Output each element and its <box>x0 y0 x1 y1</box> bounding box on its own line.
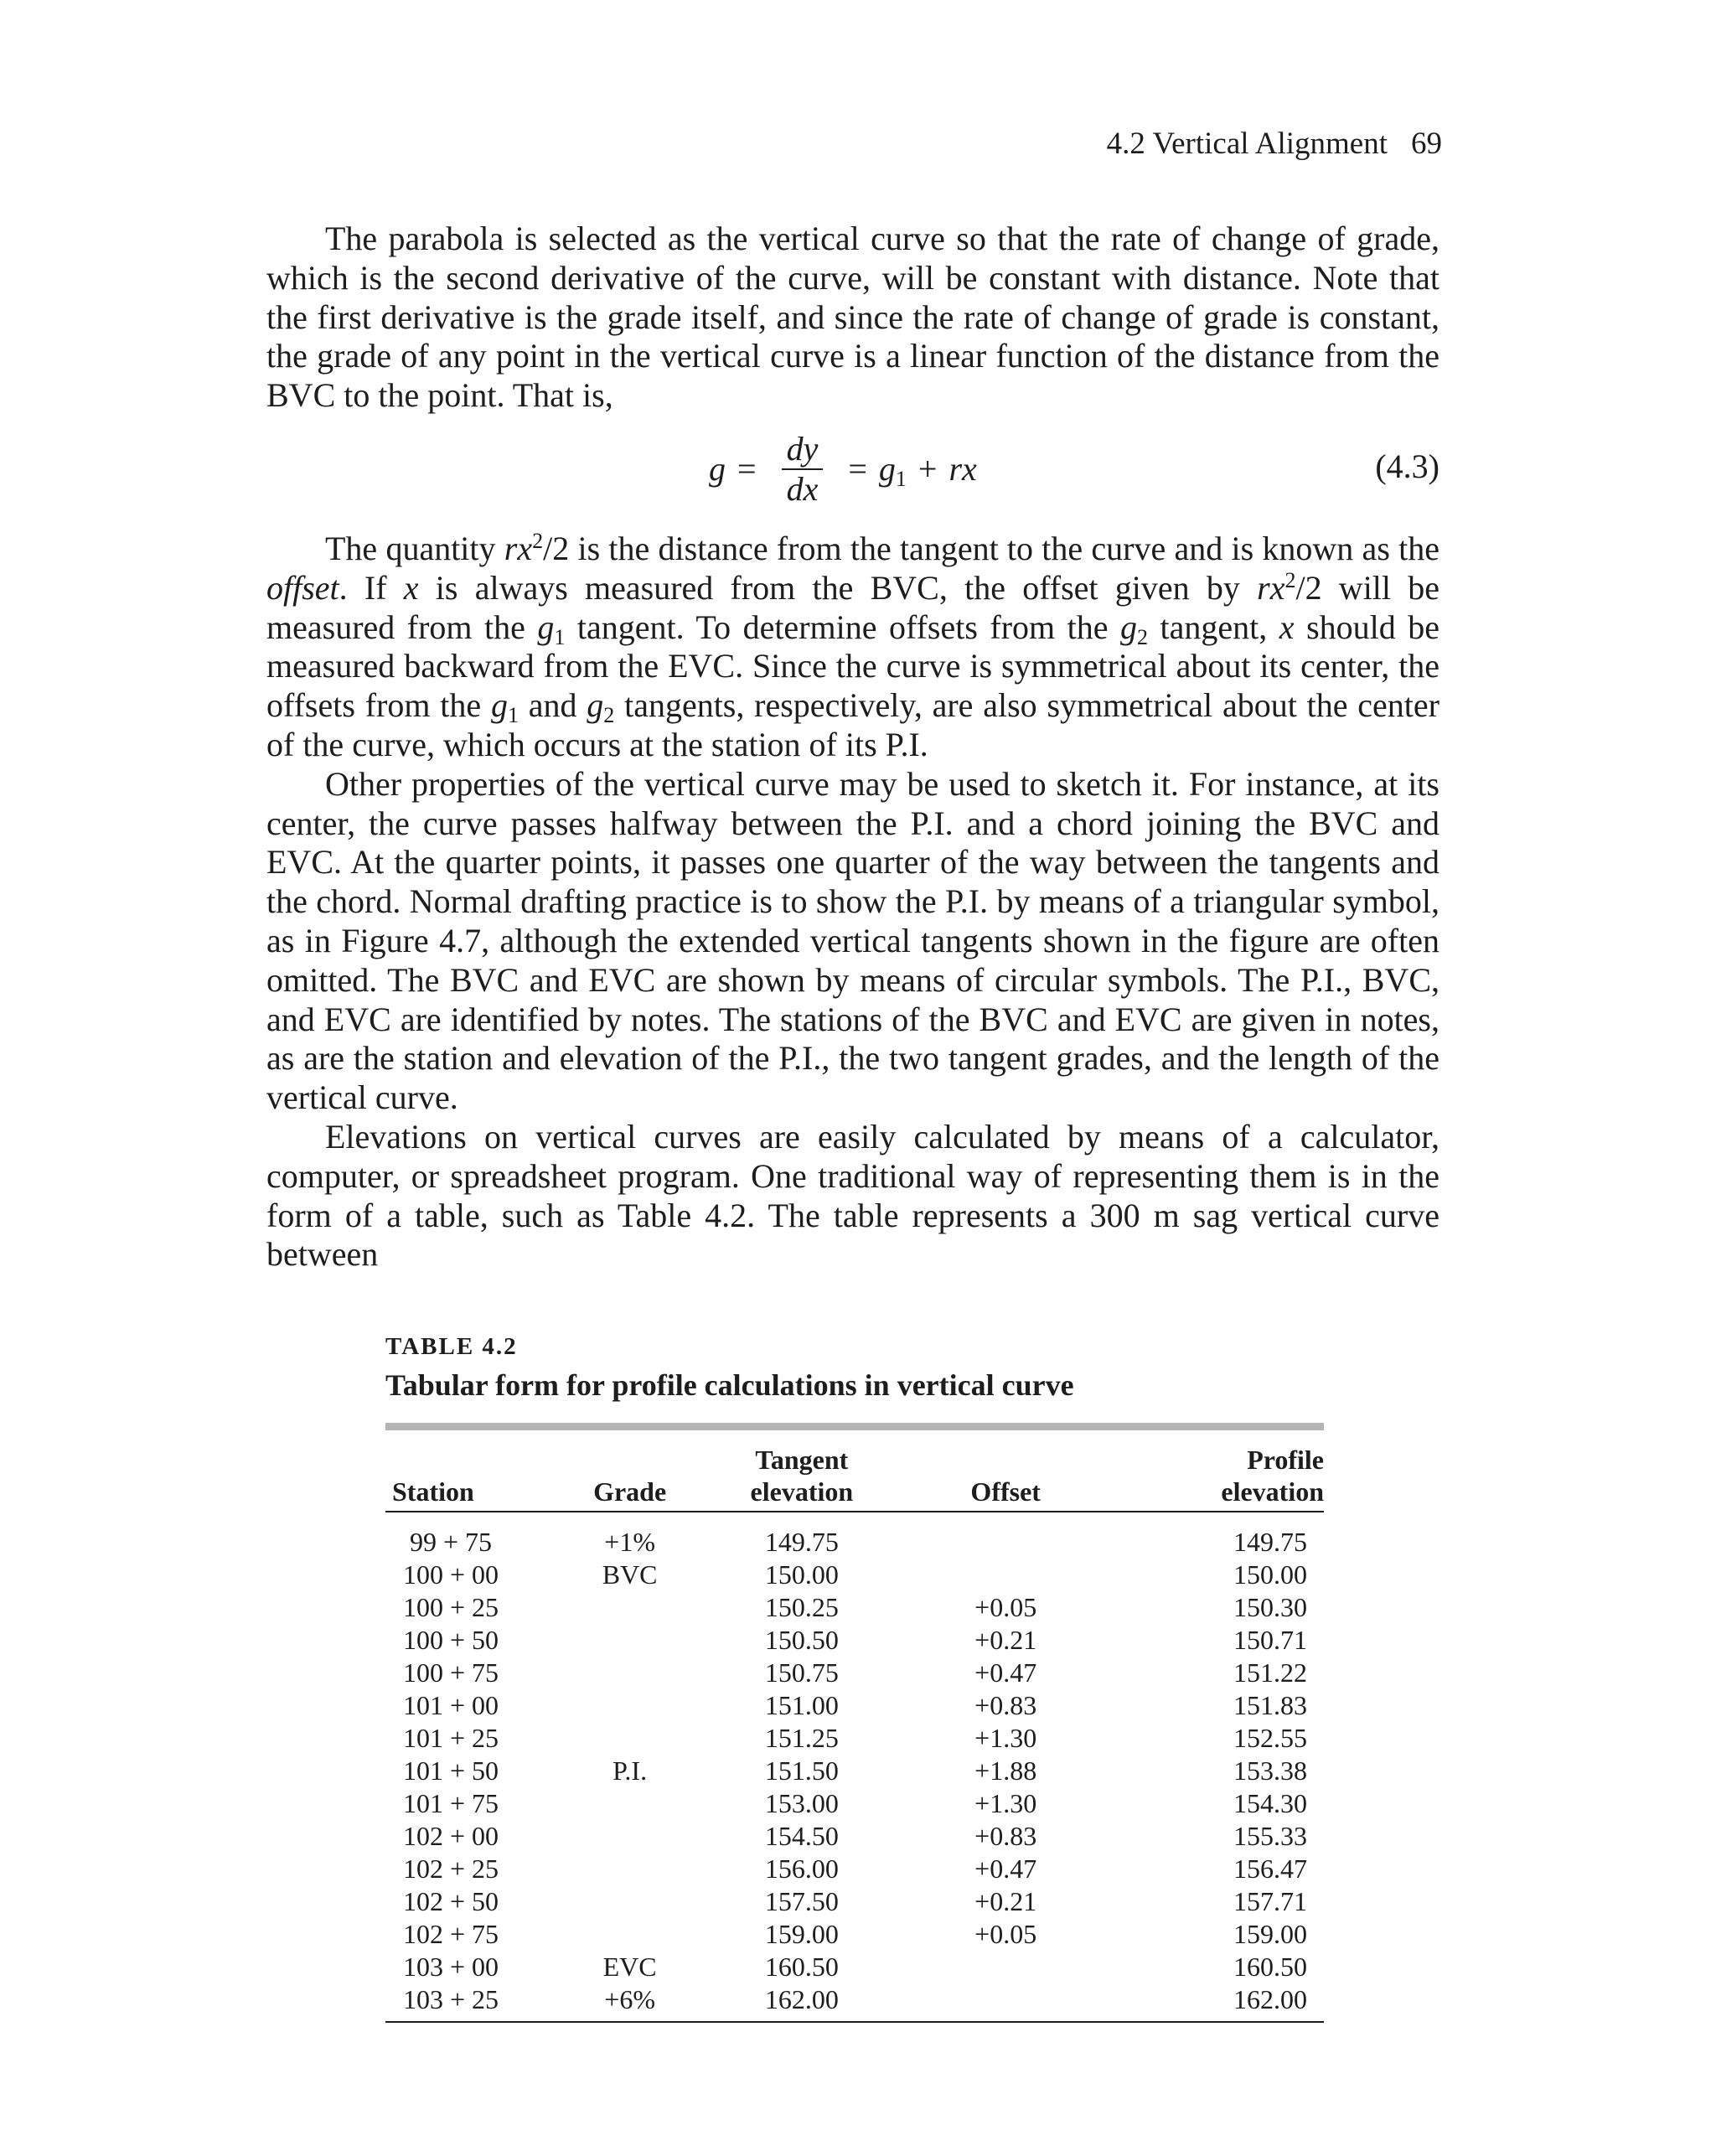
cell-grade <box>516 1624 743 1657</box>
cell-profile: 151.22 <box>1233 1657 1307 1688</box>
cell-tangent: 151.00 <box>764 1690 839 1720</box>
cell-station: 103 + 25 <box>385 1983 516 2022</box>
eq-denominator: dx <box>782 468 824 509</box>
eq-g1 <box>879 450 907 489</box>
cell-offset: +0.21 <box>974 1625 1037 1655</box>
cell-grade <box>516 1657 743 1689</box>
cell-grade <box>516 1689 743 1722</box>
cell-tangent: 154.50 <box>764 1821 839 1851</box>
cell-offset: +1.30 <box>974 1788 1037 1818</box>
cell-profile: 155.33 <box>1233 1821 1307 1851</box>
cell-tangent: 150.25 <box>764 1592 839 1622</box>
table-row <box>385 1624 1324 1657</box>
cell-station: 102 + 50 <box>402 1886 499 1916</box>
header-station: Station <box>385 1430 516 1512</box>
cell-offset: +0.21 <box>974 1886 1037 1916</box>
table-header-row <box>385 1430 1324 1512</box>
table-row <box>385 1591 1324 1624</box>
cell-offset <box>860 1951 1150 1983</box>
cell-tangent: 150.00 <box>764 1559 839 1590</box>
cell-profile: 153.38 <box>1233 1755 1307 1786</box>
cell-profile: 159.00 <box>1233 1919 1307 1949</box>
cell-station: 100 + 00 <box>402 1559 499 1590</box>
cell-grade <box>516 1820 743 1853</box>
eq-fraction <box>782 430 824 509</box>
cell-offset: +0.47 <box>974 1657 1037 1688</box>
cell-grade: +6% <box>516 1983 743 2022</box>
cell-offset: +0.83 <box>974 1690 1037 1720</box>
cell-station: 101 + 25 <box>402 1723 499 1753</box>
cell-tangent: 153.00 <box>764 1788 839 1818</box>
table-row <box>385 1918 1324 1951</box>
cell-tangent: 151.50 <box>764 1755 839 1786</box>
cell-tangent: 156.00 <box>764 1854 839 1884</box>
cell-tangent: 150.50 <box>764 1625 839 1655</box>
table-row <box>385 1689 1324 1722</box>
table-row <box>385 1722 1324 1755</box>
cell-grade <box>516 1787 743 1820</box>
cell-grade <box>516 1853 743 1885</box>
cell-station: 101 + 50 <box>402 1755 499 1786</box>
cell-offset: +0.47 <box>974 1854 1037 1884</box>
cell-station: 103 + 00 <box>402 1952 499 1982</box>
cell-grade: BVC <box>602 1559 658 1590</box>
cell-profile: 154.30 <box>1233 1788 1307 1818</box>
cell-profile: 162.00 <box>1151 1983 1324 2022</box>
cell-station: 100 + 25 <box>402 1592 499 1622</box>
cell-profile: 151.83 <box>1233 1690 1307 1720</box>
cell-offset: +0.83 <box>974 1821 1037 1851</box>
table-row <box>385 1853 1324 1885</box>
table-4-2 <box>385 1332 1324 2023</box>
cell-tangent: 159.00 <box>764 1919 839 1949</box>
table-row <box>385 1983 1324 2022</box>
eq-g: g <box>878 449 896 488</box>
cell-station: 100 + 50 <box>402 1625 499 1655</box>
cell-tangent: 162.00 <box>743 1983 860 2022</box>
eq-rx: rx <box>948 449 977 488</box>
cell-tangent: 151.25 <box>764 1723 839 1753</box>
cell-grade <box>516 1591 743 1624</box>
cell-offset <box>860 1559 1150 1591</box>
cell-offset <box>860 1983 1150 2022</box>
cell-grade <box>516 1722 743 1755</box>
table-body <box>385 1512 1324 2022</box>
cell-grade <box>516 1885 743 1918</box>
paragraph-1: The parabola is selected as the vertical curve so that the rate of change of grade, which is the second derivative of the curve, will be constant with distance. Note that the first derivative is the grade itself, and since the rate of change of grade is constant, the grade of any point in the vertical curve is a linear function of the distance from the BVC to the point. That is, <box>266 220 1439 415</box>
cell-station: 102 + 75 <box>402 1919 499 1949</box>
body-text <box>266 220 1439 1274</box>
cell-profile: 149.75 <box>1233 1527 1307 1557</box>
cell-profile: 150.71 <box>1233 1625 1307 1655</box>
cell-grade <box>516 1918 743 1951</box>
cell-offset: +0.05 <box>974 1919 1037 1949</box>
equation-number: (4.3) <box>1375 447 1439 485</box>
table-row <box>385 1787 1324 1820</box>
eq-g-sub: 1 <box>895 466 907 491</box>
cell-grade: +1% <box>604 1527 655 1557</box>
cell-tangent: 149.75 <box>764 1527 839 1557</box>
paragraph-2: The quantity $rx^2/2$ is the distance from the tangent to the curve and is known as the offset. If x is always measured from the BVC, the offset given by $rx^2/2$ will be measured from the $g_1$ tangent. To determine offsets from the $g_2$ tangent, x should be measured backward from the EVC. Since the curve is symmetrical about its center, the offsets from the $g_1$ and $g_2$ tangents, respectively, are also symmetrical about the center of the curve, which occurs at the station of its P.I. <box>266 528 1440 763</box>
table-row <box>385 1885 1324 1918</box>
eq-equals-2: = <box>848 449 867 488</box>
paragraph-3: Other properties of the vertical curve may be used to sketch it. For instance, at its center, the curve passes halfway between the P.I. and a chord joining the BVC and EVC. At the quarter points, it passes one quarter of the way between the tangents and the chord. Normal drafting practice is to show the P.I. by means of a triangular symbol, as in Figure 4.7, although the extended vertical tangents shown in the figure are often omitted. The BVC and EVC are shown by means of circular symbols. The P.I., BVC, and EVC are identified by notes. The stations of the BVC and EVC are given in notes, as are the station and elevation of the P.I., the two tangent grades, and the length of the vertical curve. <box>266 764 1439 1117</box>
table-row <box>385 1657 1324 1689</box>
profile-table <box>385 1430 1324 2023</box>
cell-offset: +1.88 <box>974 1755 1037 1786</box>
header-offset: Offset <box>860 1430 1150 1512</box>
cell-station: 102 + 25 <box>402 1854 499 1884</box>
cell-tangent: 160.50 <box>764 1952 839 1982</box>
cell-profile: 150.30 <box>1233 1592 1307 1622</box>
equation-expression <box>709 427 977 511</box>
cell-offset <box>860 1512 1150 1559</box>
table-row <box>385 1755 1324 1787</box>
cell-station: 102 + 00 <box>402 1821 499 1851</box>
table-top-rule <box>385 1423 1324 1430</box>
header-grade: Grade <box>516 1430 743 1512</box>
cell-offset: +0.05 <box>974 1592 1037 1622</box>
header-profile-elevation: Profile elevation <box>1151 1430 1324 1512</box>
equation-4-3 <box>266 416 1439 530</box>
cell-profile: 160.50 <box>1233 1952 1307 1982</box>
cell-station: 100 + 75 <box>402 1657 499 1688</box>
table-label: TABLE 4.2 <box>385 1333 518 1360</box>
cell-profile: 157.71 <box>1233 1886 1307 1916</box>
page-number: 69 <box>1411 127 1442 161</box>
cell-grade: P.I. <box>612 1755 648 1786</box>
eq-equals-1: = <box>737 449 757 488</box>
paragraph-4: Elevations on vertical curves are easily calculated by means of a calculator, computer, or spreadsheet program. One traditional way of representing them is in the form of a table, such as Table 4.2. The table represents a 300 m sag vertical curve between <box>266 1117 1439 1274</box>
table-row <box>385 1951 1324 1983</box>
cell-station: 101 + 00 <box>402 1690 499 1720</box>
section-title: 4.2 Vertical Alignment <box>1106 127 1388 161</box>
cell-tangent: 157.50 <box>764 1886 839 1916</box>
table-title: Tabular form for profile calculations in vertical curve <box>385 1368 1074 1402</box>
cell-station: 101 + 75 <box>402 1788 499 1818</box>
cell-profile: 156.47 <box>1233 1854 1307 1884</box>
eq-numerator: dy <box>786 429 819 468</box>
cell-profile: 150.00 <box>1233 1559 1307 1590</box>
table-row <box>385 1820 1324 1853</box>
cell-profile: 152.55 <box>1233 1723 1307 1753</box>
cell-grade: EVC <box>602 1952 657 1982</box>
cell-offset: +1.30 <box>974 1723 1037 1753</box>
table-row <box>385 1512 1324 1559</box>
running-head <box>1107 126 1442 163</box>
header-tangent-elevation: Tangent elevation <box>743 1430 860 1512</box>
table-row <box>385 1559 1324 1591</box>
eq-plus: + <box>917 449 938 488</box>
eq-lhs: g <box>709 449 726 488</box>
cell-tangent: 150.75 <box>764 1657 839 1688</box>
cell-station: 99 + 75 <box>409 1527 493 1557</box>
